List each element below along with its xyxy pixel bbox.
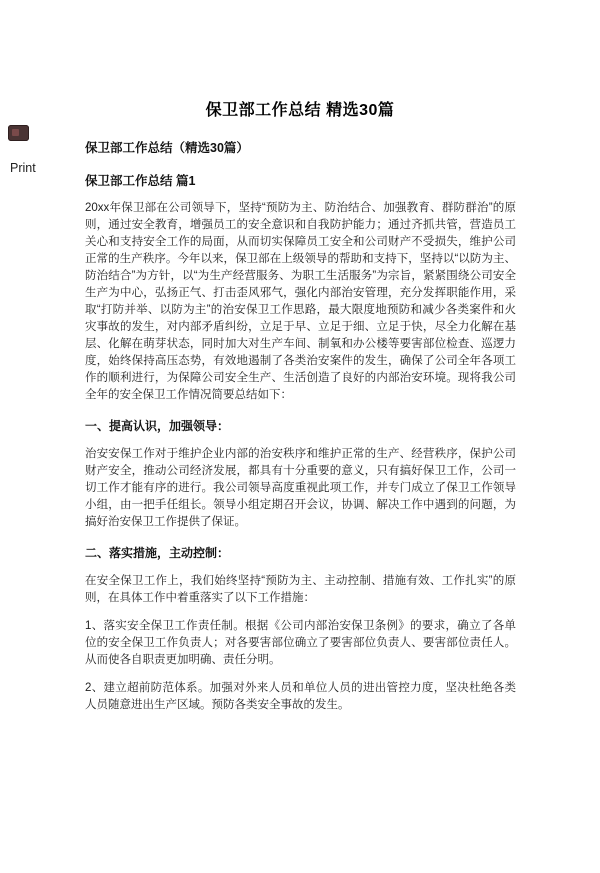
body-paragraph-part-2-intro: 在安全保卫工作上，我们始终坚持“预防为主、主动控制、措施有效、工作扎实”的原则，在具体工作中着重落实了以下工作措施：: [85, 575, 516, 604]
section-heading-essay-1: 保卫部工作总结 篇1: [85, 174, 196, 188]
document-title: 保卫部工作总结 精选30篇: [205, 102, 395, 119]
subheading-part-2: 二、落实措施，主动控制：: [85, 546, 230, 560]
body-paragraph-intro: 20xx年保卫部在公司领导下，坚持“预防为主、防治结合、加强教育、群防群治”的原则，通过安全教育，增强员工的安全意识和自我防护能力；通过齐抓共管，营造员工关心和支持安全工作的局面，从而切实保障员工安全和公司财产不受损失，维护公司正常的生产秩序。今年以来，保卫部在上级领导的帮助和支持下，坚持以“以防为主、防治结合”为方针，以“为生产经营服务、为职工生活服务”为宗旨，紧紧围绕公司安全生产为中心，弘扬正气、打击歪风邪气，强化内部治安管理，充分发挥职能作用，采取“打防并举、以防为主”的治安保卫工作思路，最大限度地预防和减少各类案件和火灾事故的发生，对内部矛盾纠纷，立足于早、立足于细、立足于快，尽全力化解在基层、化解在萌芽状态，同时加大对生产车间、制氧和办公楼等要害部位检查、巡逻力度，始终保持高压态势，有效地遏制了各类治安案件的发生，确保了公司全年各项工作的顺利进行，为保障公司安全生产、生活创造了良好的内部治安环境。现将我公司全年的安全保卫工作情况简要总结如下：: [85, 202, 516, 401]
corner-badge-icon[interactable]: [8, 125, 29, 141]
subheading-part-1: 一、提高认识，加强领导：: [85, 419, 230, 433]
document-body: [0, 138, 600, 714]
body-paragraph-measure-1: 1、落实安全保卫工作责任制。根据《公司内部治安保卫条例》的要求，确立了各单位的安全保卫工作负责人；对各要害部位确立了要害部位负责人、要害部位责任人。从而使各自职责更加明确、责任分明。: [85, 620, 516, 666]
document-page: [0, 97, 600, 714]
print-button[interactable]: Print: [10, 161, 36, 175]
body-paragraph-part-1: 治安安保工作对于维护企业内部的治安秩序和维护正常的生产、经营秩序，保护公司财产安全，推动公司经济发展，都具有十分重要的意义，只有搞好保卫工作，公司一切工作才能有序的进行。我公司领导高度重视此项工作，并专门成立了保卫工作领导小组，由一把手任组长。领导小组定期召开会议，协调、解决工作中遇到的问题，为搞好治安保卫工作提供了保证。: [85, 448, 516, 528]
body-paragraph-measure-2: 2、建立超前防范体系。加强对外来人员和单位人员的进出管控力度，坚决杜绝各类人员随意进出生产区域。预防各类安全事故的发生。: [85, 682, 516, 711]
document-subtitle: 保卫部工作总结（精选30篇）: [85, 141, 249, 155]
